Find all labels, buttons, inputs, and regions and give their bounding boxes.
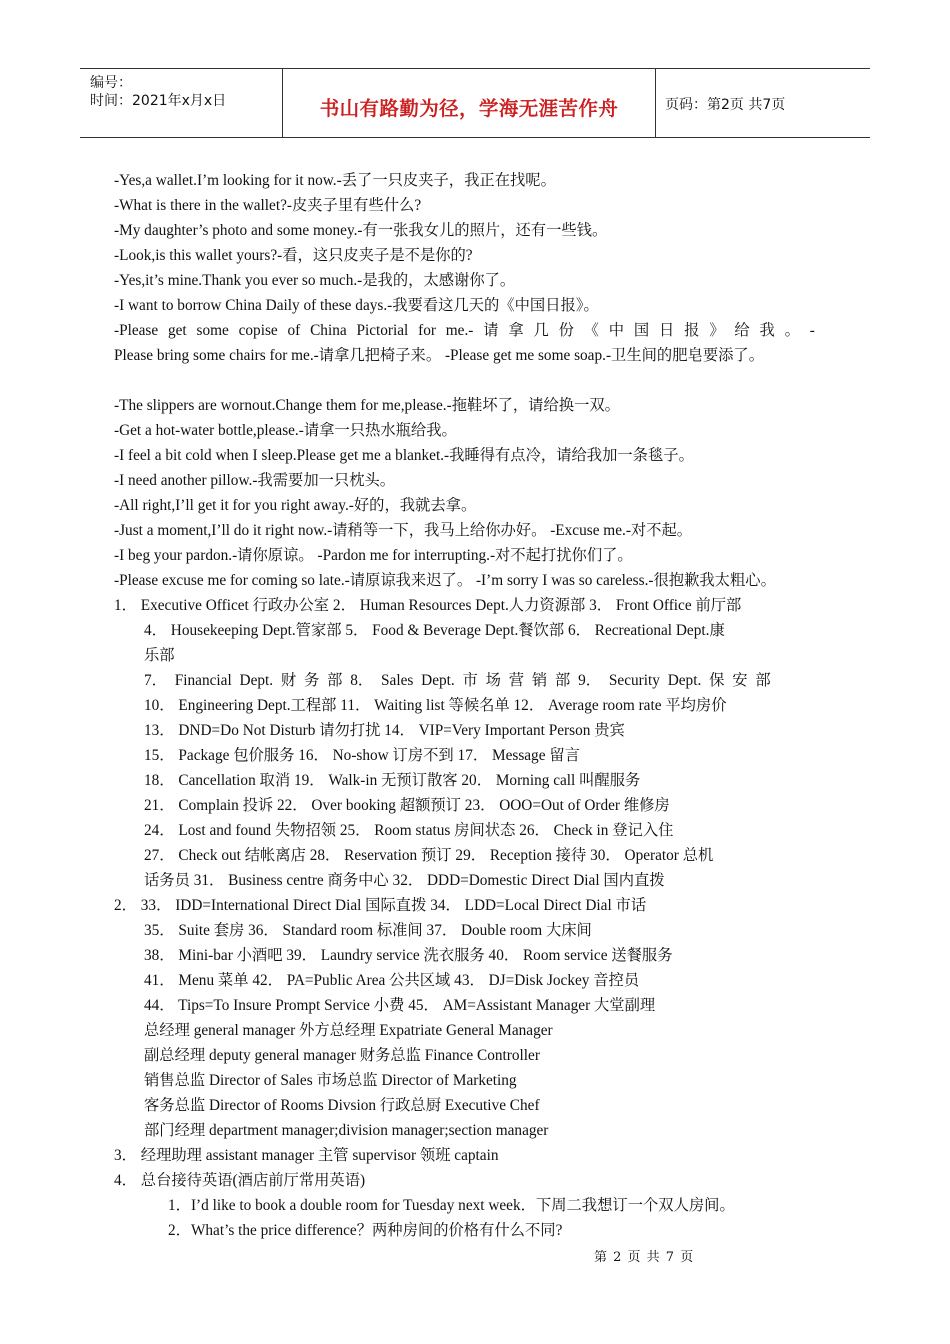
text-line: -Yes,a wallet.I’m looking for it now.-丢了一只皮夹子，我正在找呢。 (114, 172, 556, 189)
text-line: 15． Package 包价服务 16． No-show 订房不到 17． Message 留言 (144, 747, 580, 764)
text-line: -All right,I’ll get it for you right away.-好的，我就去拿。 (114, 497, 477, 514)
text-line: 3． 经理助理 assistant manager 主管 supervisor 领班 captain (114, 1147, 499, 1164)
text-line: 副总经理 deputy general manager 财务总监 Finance Controller (144, 1047, 540, 1064)
motto: 书山有路勤为径，学海无涯苦作舟 (319, 97, 619, 120)
text-line: 18． Cancellation 取消 19． Walk-in 无预订散客 20． Morning call 叫醒服务 (144, 772, 641, 789)
text-line: 35． Suite 套房 36． Standard room 标准间 37． Double room 大床间 (144, 922, 592, 939)
text-line: 10． Engineering Dept.工程部 11． Waiting list 等候名单 12． Average room rate 平均房价 (144, 697, 727, 714)
text-line: -Please get some copise of China Pictorial for me.- 请 拿 几 份 《 中 国 日 报 》 给 我 。 - (114, 322, 815, 339)
text-line: 客务总监 Director of Rooms Divsion 行政总厨 Executive Chef (144, 1097, 540, 1114)
text-line: -I feel a bit cold when I sleep.Please get me a blanket.-我睡得有点冷，请给我加一条毯子。 (114, 447, 694, 464)
header-meta-cell (80, 69, 283, 137)
header-motto-cell (283, 69, 656, 137)
text-line: -Just a moment,I’ll do it right now.-请稍等一下，我马上给你办好。 -Excuse me.-对不起。 (114, 522, 693, 539)
text-line: 4． Housekeeping Dept.管家部 5． Food & Beverage Dept.餐饮部 6． Recreational Dept.康 (144, 622, 725, 639)
text-line: 27． Check out 结帐离店 28． Reservation 预订 29． Reception 接待 30． Operator 总机 (144, 847, 714, 864)
date-label: 时间：2021年x月x日 (90, 93, 227, 109)
page-header (80, 68, 870, 138)
text-line: 4． 总台接待英语(酒店前厅常用英语) (114, 1172, 366, 1189)
text-line: 话务员 31． Business centre 商务中心 32． DDD=Domestic Direct Dial 国内直拨 (144, 872, 665, 889)
header-page-cell (656, 69, 870, 137)
text-line: 销售总监 Director of Sales 市场总监 Director of Marketing (144, 1072, 517, 1089)
text-line: 44． Tips=To Insure Prompt Service 小费 45． AM=Assistant Manager 大堂副理 (144, 997, 656, 1014)
text-line: -Look,is this wallet yours?-看，这只皮夹子是不是你的? (114, 247, 473, 264)
text-line: 13． DND=Do Not Disturb 请勿打扰 14． VIP=Very Important Person 贵宾 (144, 722, 625, 739)
page-footer: 第 2 页 共 7 页 (594, 1250, 695, 1265)
text-line: -The slippers are wornout.Change them for me,please.-拖鞋坏了，请给换一双。 (114, 397, 620, 414)
text-line: Please bring some chairs for me.-请拿几把椅子来。 -Please get me some soap.-卫生间的肥皂要添了。 (114, 347, 765, 364)
text-line: -I want to borrow China Daily of these days.-我要看这几天的《中国日报》。 (114, 297, 599, 314)
text-line: 2．What’s the price difference？两种房间的价格有什么不同? (168, 1222, 563, 1239)
text-line: -Get a hot-water bottle,please.-请拿一只热水瓶给我。 (114, 422, 457, 439)
text-line: -I need another pillow.-我需要加一只枕头。 (114, 472, 396, 489)
text-line: 1．I’d like to book a double room for Tuesday next week．下周二我想订一个双人房间。 (168, 1197, 735, 1214)
text-line: 2． 33． IDD=International Direct Dial 国际直拨 34． LDD=Local Direct Dial 市话 (114, 897, 647, 914)
text-line: 24． Lost and found 失物招领 25． Room status 房间状态 26． Check in 登记入住 (144, 822, 674, 839)
text-line: -Yes,it’s mine.Thank you ever so much.-是我的，太感谢你了。 (114, 272, 516, 289)
text-line: -What is there in the wallet?-皮夹子里有些什么? (114, 197, 422, 214)
text-line: 总经理 general manager 外方总经理 Expatriate General Manager (144, 1022, 553, 1039)
serial-label: 编号： (90, 75, 132, 91)
text-line: 21． Complain 投诉 22． Over booking 超额预订 23． OOO=Out of Order 维修房 (144, 797, 670, 814)
text-line: 38． Mini-bar 小酒吧 39． Laundry service 洗衣服务 40． Room service 送餐服务 (144, 947, 673, 964)
page-number: 页码：第2页 共7页 (665, 97, 786, 113)
text-line: 部门经理 department manager;division manager;section manager (144, 1122, 549, 1139)
text-line: -My daughter’s photo and some money.-有一张我女儿的照片，还有一些钱。 (114, 222, 608, 239)
text-line: 乐部 (144, 647, 175, 664)
text-line: 1． Executive Officet 行政办公室 2． Human Resources Dept.人力资源部 3． Front Office 前厅部 (114, 597, 742, 614)
text-line: -I beg your pardon.-请你原谅。 -Pardon me for interrupting.-对不起打扰你们了。 (114, 547, 633, 564)
text-line: 7． Financial Dept. 财 务 部 8． Sales Dept. 市 场 营 销 部 9． Security Dept. 保 安 部 (144, 672, 771, 689)
text-line: 41． Menu 菜单 42． PA=Public Area 公共区域 43． DJ=Disk Jockey 音控员 (144, 972, 640, 989)
text-line: -Please excuse me for coming so late.-请原谅我来迟了。 -I’m sorry I was so careless.-很抱歉我太粗心。 (114, 572, 776, 589)
